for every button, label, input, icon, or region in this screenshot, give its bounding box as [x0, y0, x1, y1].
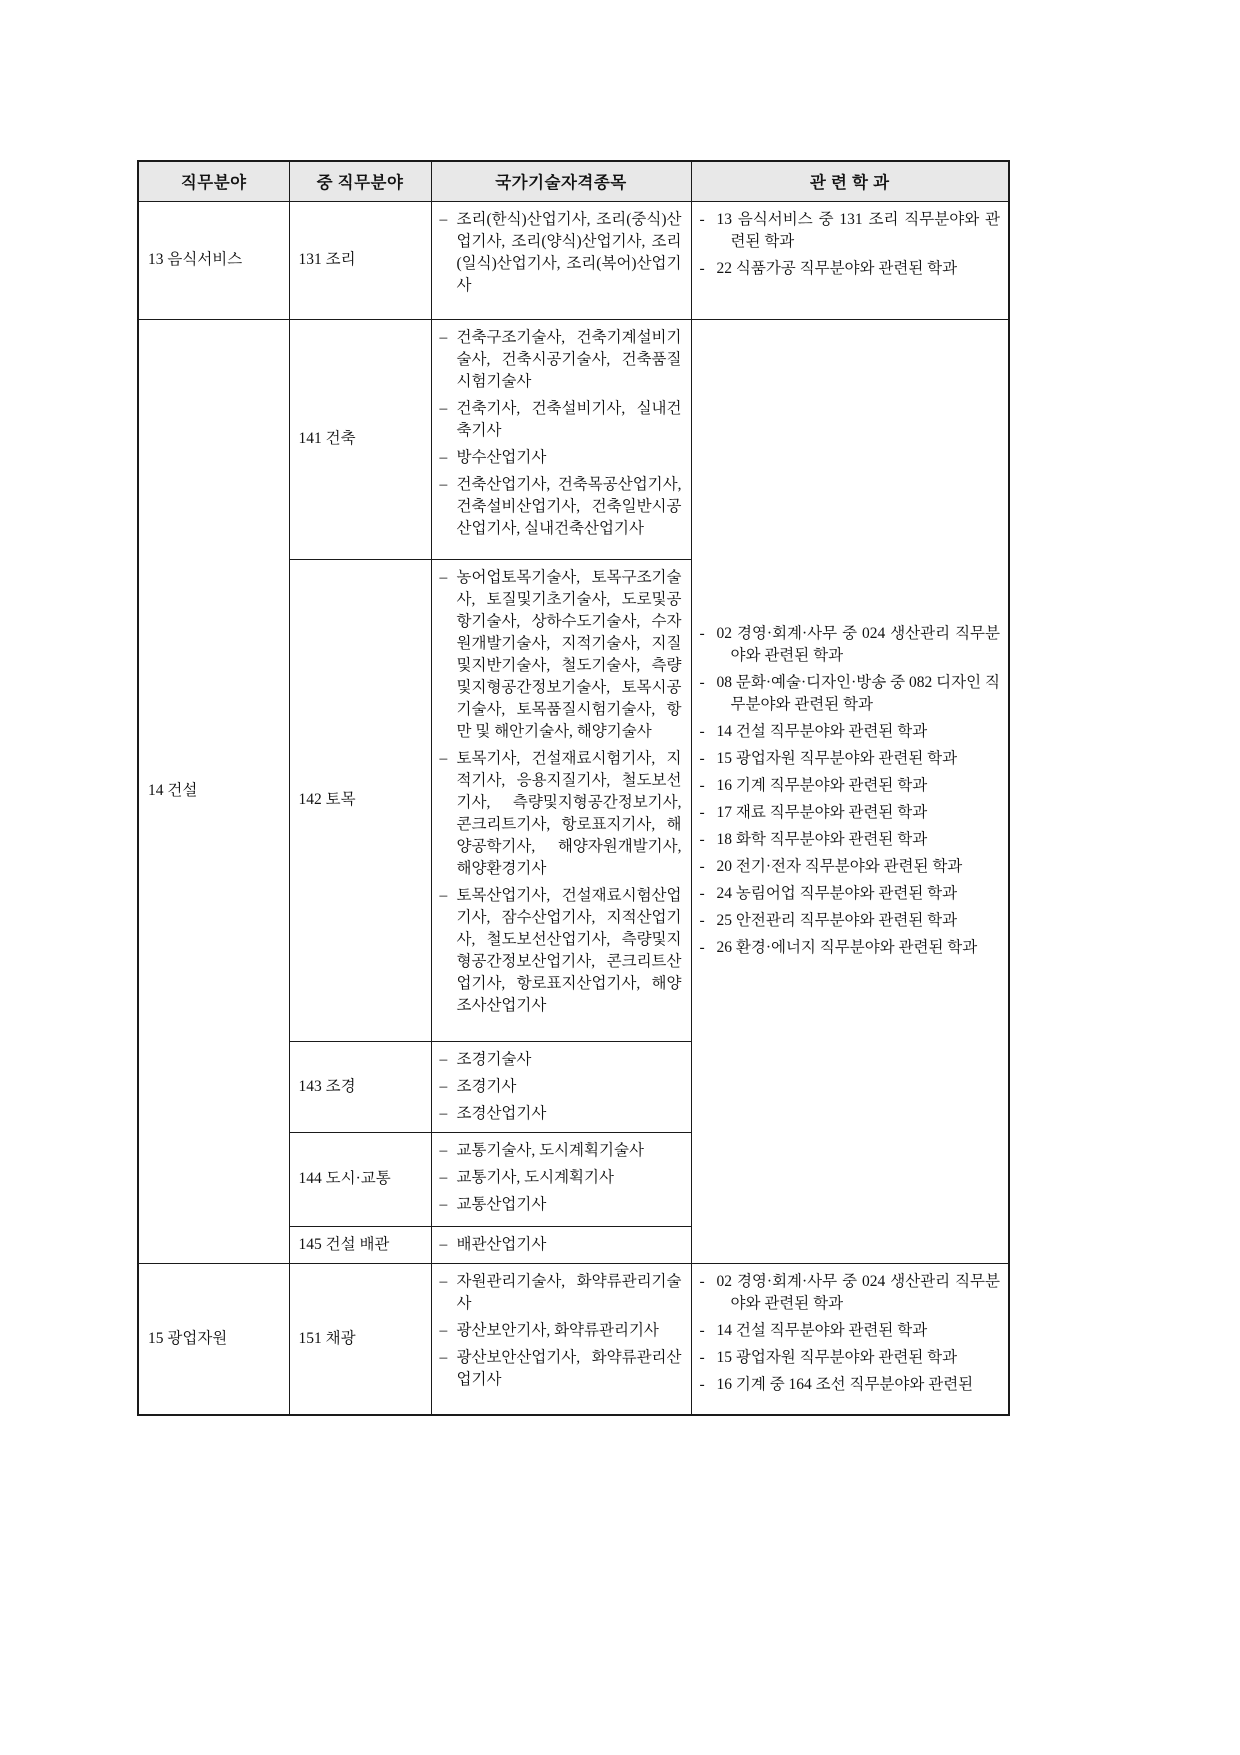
dash-marker: - — [699, 210, 705, 228]
dash-marker: – — [439, 1141, 448, 1159]
qualification-list — [440, 1140, 682, 1216]
related-departments-cell — [691, 201, 1009, 319]
related-item — [700, 623, 1001, 667]
dash-marker: – — [439, 749, 448, 767]
related-item — [700, 802, 1001, 824]
dash-marker: - — [699, 858, 705, 875]
dash-marker: – — [439, 886, 448, 904]
related-item — [700, 829, 1001, 851]
related-item — [700, 1271, 1001, 1315]
related-item — [700, 910, 1001, 932]
qualification-text: 교통기술사, 도시계획기술사 — [456, 1141, 644, 1159]
qualification-item — [440, 327, 682, 393]
qualification-text: 농어업토목기술사, 토목구조기술사, 토질및기초기술사, 도로및공항기술사, 상하수도기술사, 수자원개발기술사, 지적기술사, 지질및지반기술사, 철도기술사, 측량및지형공간정보기술사, 토목시공기술사, 토목품질시험기술사, 항만 및 해안기술사, 해양기술사 — [456, 568, 682, 740]
related-text: 20 전기·전자 직무분야와 관련된 학과 — [716, 858, 963, 875]
dash-marker: - — [699, 259, 705, 277]
qualification-text: 조경산업기사 — [456, 1104, 547, 1122]
qualification-item — [440, 1103, 682, 1125]
dash-marker: - — [699, 939, 705, 956]
dash-marker: - — [699, 723, 705, 740]
qualification-item — [440, 1271, 682, 1315]
qualification-text: 방수산업기사 — [456, 448, 547, 466]
job-field-cell: 15 광업자원 — [138, 1263, 289, 1415]
qualification-text: 조경기술사 — [456, 1050, 532, 1068]
dash-marker: - — [699, 885, 705, 902]
dash-marker: – — [439, 568, 448, 586]
qualification-list — [440, 1049, 682, 1125]
related-text: 22 식품가공 직무분야와 관련된 학과 — [716, 259, 958, 277]
dash-marker: - — [699, 831, 705, 848]
qualification-list — [440, 567, 682, 1017]
qualification-list — [440, 1234, 682, 1256]
qualification-text: 교통기사, 도시계획기사 — [456, 1168, 614, 1186]
qualification-text: 자원관리기술사, 화약류관리기술사 — [456, 1272, 682, 1312]
mid-field-cell: 141 건축 — [289, 319, 431, 559]
related-text: 08 문화·예술·디자인·방송 중 082 디자인 직무분야와 관련된 학과 — [716, 674, 1000, 713]
qualification-text: 광산보안산업기사, 화약류관리산업기사 — [456, 1348, 682, 1388]
dash-marker: – — [439, 1168, 448, 1186]
header-row — [138, 161, 1009, 201]
qualifications-cell — [431, 319, 691, 559]
qualification-text: 교통산업기사 — [456, 1195, 547, 1213]
dash-marker: – — [439, 448, 448, 466]
qualification-text: 조경기사 — [456, 1077, 517, 1095]
dash-marker: - — [699, 777, 705, 794]
mid-field-cell: 142 토목 — [289, 559, 431, 1041]
job-field-cell: 13 음식서비스 — [138, 201, 289, 319]
dash-marker: – — [439, 475, 448, 493]
dash-marker: - — [699, 1321, 705, 1339]
related-text: 16 기계 직무분야와 관련된 학과 — [716, 777, 928, 794]
dash-marker: – — [439, 210, 448, 228]
dash-marker: – — [439, 1104, 448, 1122]
mid-field-cell: 151 채광 — [289, 1263, 431, 1415]
related-item — [700, 748, 1001, 770]
mid-field-cell: 144 도시·교통 — [289, 1132, 431, 1226]
related-list — [700, 209, 1001, 280]
qualification-list — [440, 209, 682, 297]
related-text: 25 안전관리 직무분야와 관련된 학과 — [716, 912, 958, 929]
related-text: 15 광업자원 직무분야와 관련된 학과 — [716, 750, 958, 767]
related-item — [700, 883, 1001, 905]
mid-field-cell: 143 조경 — [289, 1041, 431, 1132]
dash-marker: – — [439, 1272, 448, 1290]
qualifications-cell — [431, 1263, 691, 1415]
header-job-field: 직무분야 — [138, 161, 289, 201]
row-construction-architecture — [138, 319, 1009, 559]
related-list — [700, 623, 1001, 959]
dash-marker: – — [439, 1348, 448, 1366]
qualification-list — [440, 327, 682, 540]
job-field-cell: 14 건설 — [138, 319, 289, 1263]
row-mining-resources — [138, 1263, 1009, 1415]
related-item — [700, 1320, 1001, 1342]
related-item — [700, 1347, 1001, 1369]
qualification-item — [440, 1167, 682, 1189]
header-national-qualification: 국가기술자격종목 — [431, 161, 691, 201]
related-text: 02 경영·회계·사무 중 024 생산관리 직무분야와 관련된 학과 — [716, 625, 1000, 664]
qualification-text: 건축기사, 건축설비기사, 실내건축기사 — [456, 399, 682, 439]
qualification-text: 조리(한식)산업기사, 조리(중식)산업기사, 조리(양식)산업기사, 조리(일식)산업기사, 조리(복어)산업기사 — [456, 210, 682, 294]
related-departments-cell — [691, 1263, 1009, 1415]
header-related-departments: 관 련 학 과 — [691, 161, 1009, 201]
dash-marker: - — [699, 1375, 705, 1393]
dash-marker: – — [439, 1195, 448, 1213]
row-food-service — [138, 201, 1009, 319]
related-text: 24 농림어업 직무분야와 관련된 학과 — [716, 885, 958, 902]
qualification-item — [440, 209, 682, 297]
qualification-table — [137, 160, 1010, 1416]
related-item — [700, 937, 1001, 959]
qualification-item — [440, 474, 682, 540]
related-text: 02 경영·회계·사무 중 024 생산관리 직무분야와 관련된 학과 — [716, 1272, 1000, 1312]
dash-marker: - — [699, 804, 705, 821]
related-item — [700, 1374, 1001, 1396]
dash-marker: – — [439, 1050, 448, 1068]
related-text: 17 재료 직무분야와 관련된 학과 — [716, 804, 928, 821]
mid-field-cell: 145 건설 배관 — [289, 1226, 431, 1263]
qualification-item — [440, 1140, 682, 1162]
related-item — [700, 672, 1001, 716]
qualifications-cell — [431, 559, 691, 1041]
qualification-text: 건축구조기술사, 건축기계설비기술사, 건축시공기술사, 건축품질시험기술사 — [456, 328, 682, 390]
qualification-list — [440, 1271, 682, 1391]
dash-marker: - — [699, 674, 705, 691]
qualification-item — [440, 748, 682, 880]
qualification-item — [440, 1194, 682, 1216]
related-departments-cell — [691, 319, 1009, 1263]
related-text: 16 기계 중 164 조선 직무분야와 관련된 — [716, 1375, 974, 1393]
related-text: 14 건설 직무분야와 관련된 학과 — [716, 1321, 928, 1339]
qualification-item — [440, 398, 682, 442]
qualifications-cell — [431, 1226, 691, 1263]
dash-marker: – — [439, 1235, 448, 1253]
qualification-text: 광산보안기사, 화약류관리기사 — [456, 1321, 659, 1339]
related-item — [700, 856, 1001, 878]
related-item — [700, 721, 1001, 743]
header-mid-job-field: 중 직무분야 — [289, 161, 431, 201]
qualification-item — [440, 1347, 682, 1391]
related-text: 18 화학 직무분야와 관련된 학과 — [716, 831, 928, 848]
related-item — [700, 209, 1001, 253]
dash-marker: – — [439, 1321, 448, 1339]
qualification-item — [440, 1234, 682, 1256]
qualification-item — [440, 447, 682, 469]
dash-marker: – — [439, 328, 448, 346]
dash-marker: - — [699, 750, 705, 767]
qualifications-cell — [431, 201, 691, 319]
qualification-item — [440, 885, 682, 1017]
qualification-text: 배관산업기사 — [456, 1235, 547, 1253]
related-item — [700, 775, 1001, 797]
qualification-item — [440, 1076, 682, 1098]
qualifications-cell — [431, 1132, 691, 1226]
qualification-text: 토목산업기사, 건설재료시험산업기사, 잠수산업기사, 지적산업기사, 철도보선산업기사, 측량및지형공간정보산업기사, 콘크리트산업기사, 항로표지산업기사, 해양조사산업기사 — [456, 886, 682, 1014]
qualification-text: 건축산업기사, 건축목공산업기사, 건축설비산업기사, 건축일반시공산업기사, 실내건축산업기사 — [456, 475, 682, 537]
qualification-item — [440, 1320, 682, 1342]
related-text: 15 광업자원 직무분야와 관련된 학과 — [716, 1348, 958, 1366]
dash-marker: - — [699, 912, 705, 929]
mid-field-cell: 131 조리 — [289, 201, 431, 319]
qualification-item — [440, 1049, 682, 1071]
related-text: 14 건설 직무분야와 관련된 학과 — [716, 723, 928, 740]
dash-marker: – — [439, 1077, 448, 1095]
qualifications-cell — [431, 1041, 691, 1132]
dash-marker: - — [699, 1272, 705, 1290]
qualification-text: 토목기사, 건설재료시험기사, 지적기사, 응용지질기사, 철도보선기사, 측량및지형공간정보기사, 콘크리트기사, 항로표지기사, 해양공학기사, 해양자원개발기사, 해양환경기사 — [456, 749, 682, 877]
related-text: 26 환경·에너지 직무분야와 관련된 학과 — [716, 939, 978, 956]
dash-marker: - — [699, 625, 705, 642]
qualification-item — [440, 567, 682, 743]
dash-marker: – — [439, 399, 448, 417]
related-list — [700, 1271, 1001, 1396]
dash-marker: - — [699, 1348, 705, 1366]
related-item — [700, 258, 1001, 280]
related-text: 13 음식서비스 중 131 조리 직무분야와 관련된 학과 — [716, 210, 1000, 250]
